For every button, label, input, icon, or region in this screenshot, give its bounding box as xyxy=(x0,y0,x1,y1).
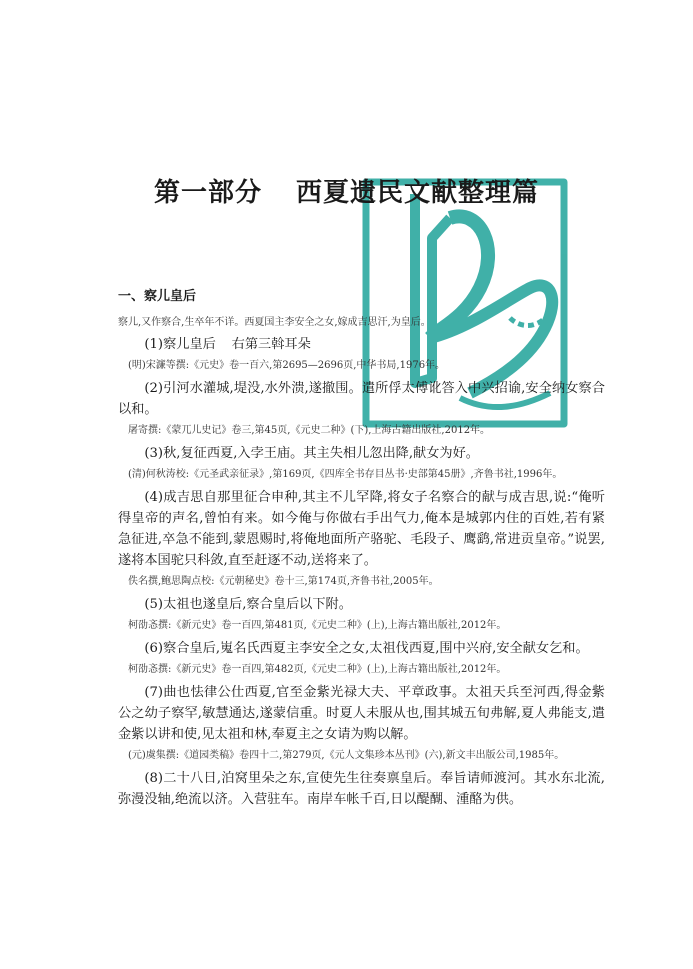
title-name: 西夏遗民文献整理篇 xyxy=(296,178,540,208)
entry-main: (4)成吉思自那里征合申种,其主不儿罕降,将女子名察合的献与成吉思,说:“俺听得皇帝的声名,曾怕有来。如今俺与你做右手出气力,俺本是城郭内住的百姓,若有紧急征进,卒急不能到,蒙恩赐时,将俺地面所产骆驼、毛段子、鹰鹞,常进贡皇帝。”说罢,遂将本国驼只科敛,直至赶逐不动,送将来了。 xyxy=(118,490,605,568)
entry-text xyxy=(118,682,605,745)
entry-text xyxy=(118,638,605,659)
intro-text: 察儿,又作察合,生卒年不详。西夏国主李安全之女,嫁成吉思汗,为皇后。 xyxy=(118,317,431,328)
entry-main: (6)察合皇后,嵬名氏西夏主李安全之女,太祖伐西夏,围中兴府,安全献女乞和。 xyxy=(144,641,589,656)
section-heading: 一、察儿皇后 xyxy=(118,289,197,304)
entry-source: 屠寄撰:《蒙兀儿史记》卷三,第45页,《元史二种》(下),上海古籍出版社,2012年。 xyxy=(128,425,491,436)
entry-main: (3)秋,复征西夏,入孛王庙。其主失相儿忽出降,献女为好。 xyxy=(144,446,479,461)
entry-source: (清)何秋涛校:《元圣武亲征录》,第169页,《四库全书存目丛书·史部第45册》,齐鲁书社,1996年。 xyxy=(128,469,563,480)
entry-source: 柯劭忞撰:《新元史》卷一百四,第482页,《元史二种》(上),上海古籍出版社,2012年。 xyxy=(128,664,507,675)
entry-main: (2)引河水灌城,堤没,水外溃,遂撤围。遣所俘太傅讹答入中兴招谕,安全纳女察合以和。 xyxy=(118,381,605,417)
entry-main: (8)二十八日,泊窝里朵之东,宣使先生往奏禀皇后。奉旨请师渡河。其水东北流,弥漫没轴,绝流以济。入营驻车。南岸车帐千百,日以醍醐、湩酪为供。 xyxy=(118,771,605,807)
entry-sub: 右第三斡耳朵 xyxy=(231,337,311,352)
entry-source: (明)宋濂等撰:《元史》卷一百六,第2695—2696页,中华书局,1976年。 xyxy=(128,360,446,371)
entry-text xyxy=(118,334,605,355)
entry-text xyxy=(118,594,605,615)
entry-main: (7)曲也怯律公仕西夏,官至金紫光禄大夫、平章政事。太祖天兵至河西,得金紫公之幼子察罕,敏慧通达,遂蒙信重。时夏人未服从也,围其城五旬弗解,夏人弗能支,遣金紫以讲和使,见太祖和林,奉夏主之女请为购以解。 xyxy=(118,685,605,742)
document-body xyxy=(118,314,605,810)
entry-source: 佚名撰,鲍思陶点校:《元朝秘史》卷十三,第174页,齐鲁书社,2005年。 xyxy=(128,576,439,587)
entry-text xyxy=(118,443,605,464)
title-part: 第一部分 xyxy=(153,178,262,208)
entry-text xyxy=(118,378,605,420)
entry-source: 柯劭忞撰:《新元史》卷一百四,第481页,《元史二种》(上),上海古籍出版社,2012年。 xyxy=(128,620,507,631)
entry-source: (元)虞集撰:《道园类稿》卷四十二,第279页,《元人文集珍本丛刊》(六),新文丰出版公司,1985年。 xyxy=(128,750,565,761)
entry-text xyxy=(118,768,605,810)
entry-main: (5)太祖也遂皇后,察合皇后以下附。 xyxy=(144,597,352,612)
entry-text xyxy=(118,487,605,571)
page-title xyxy=(0,172,693,209)
entry-list xyxy=(118,334,605,810)
entry-main: (1)察儿皇后 xyxy=(144,337,216,352)
